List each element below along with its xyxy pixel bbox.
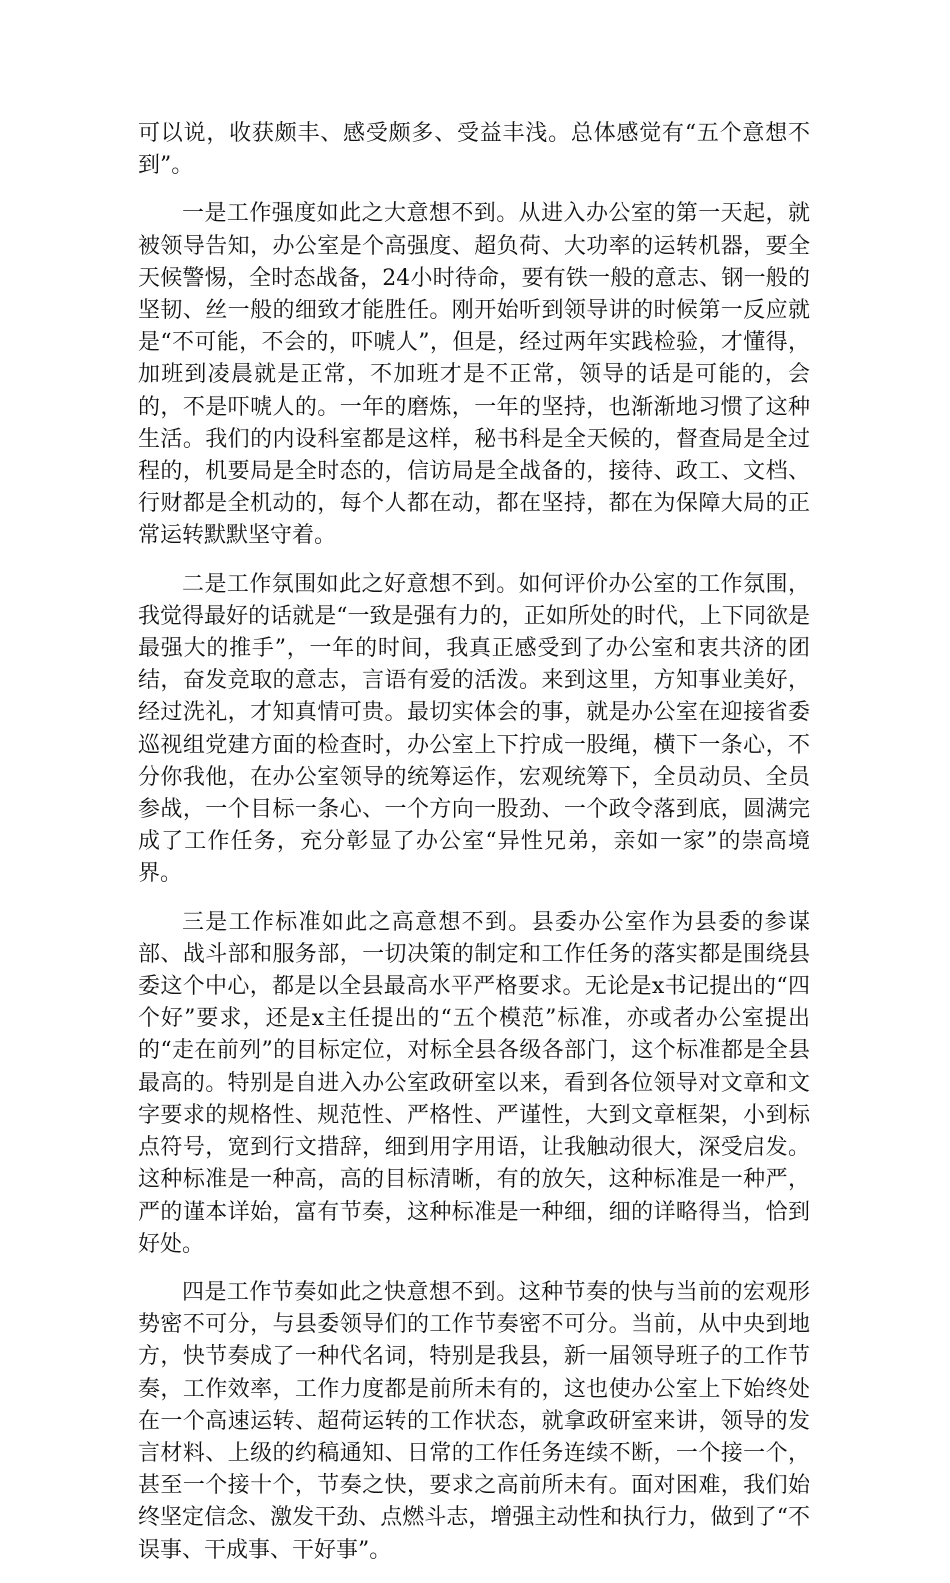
document-body — [138, 118, 810, 1583]
paragraph-work-intensity: 一是工作强度如此之大意想不到。从进入办公室的第一天起，就被领导告知，办公室是个高强度、超负荷、大功率的运转机器，要全天候警惕，全时态战备，24小时待命，要有铁一般的意志、钢一般的坚韧、丝一般的细致才能胜任。刚开始听到领导讲的时候第一反应就是“不可能，不会的，吓唬人”，但是，经过两年实践检验，才懂得，加班到凌晨就是正常，不加班才是不正常，领导的话是可能的，会的，不是吓唬人的。一年的磨炼，一年的坚持，也渐渐地习惯了这种生活。我们的内设科室都是这样，秘书科是全天候的，督查局是全过程的，机要局是全时态的，信访局是全战备的，接待、政工、文档、行财都是全机动的，每个人都在动，都在坚持，都在为保障大局的正常运转默默坚守着。 — [138, 201, 810, 549]
paragraph-work-pace: 四是工作节奏如此之快意想不到。这种节奏的快与当前的宏观形势密不可分，与县委领导们的工作节奏密不可分。当前，从中央到地方，快节奏成了一种代名词，特别是我县，新一届领导班子的工作节奏，工作效率，工作力度都是前所未有的，这也使办公室上下始终处在一个高速运转、超荷运转的工作状态，就拿政研室来讲，领导的发言材料、上级的约稿通知、日常的工作任务连续不断，一个接一个，甚至一个接十个，节奏之快，要求之高前所未有。面对困难，我们始终坚定信念、激发干劲、点燃斗志，增强主动性和执行力，做到了“不误事、干成事、干好事”。 — [138, 1279, 810, 1563]
paragraph-intro: 可以说，收获颇丰、感受颇多、受益丰浅。总体感觉有“五个意想不到”。 — [138, 121, 810, 179]
paragraph-work-standard: 三是工作标准如此之高意想不到。县委办公室作为县委的参谋部、战斗部和服务部，一切决策的制定和工作任务的落实都是围绕县委这个中心，都是以全县最高水平严格要求。无论是x书记提出的“四个好”要求，还是x主任提出的“五个模范”标准，亦或者办公室提出的“走在前列”的目标定位，对标全县各级各部门，这个标准都是全县最高的。特别是自进入办公室政研室以来，看到各位领导对文章和文字要求的规格性、规范性、严格性、严谨性，大到文章框架，小到标点符号，宽到行文措辞，细到用字用语，让我触动很大，深受启发。这种标准是一种高，高的目标清晰，有的放矢，这种标准是一种严，严的谨本详始，富有节奏，这种标准是一种细，细的详略得当，恰到好处。 — [138, 909, 810, 1257]
paragraph-work-atmosphere: 二是工作氛围如此之好意想不到。如何评价办公室的工作氛围，我觉得最好的话就是“一致是强有力的，正如所处的时代，上下同欲是最强大的推手”，一年的时间，我真正感受到了办公室和衷共济的团结，奋发竞取的意志，言语有爱的活泼。来到这里，方知事业美好，经过洗礼，才知真情可贵。最切实体会的事，就是办公室在迎接省委巡视组党建方面的检查时，办公室上下拧成一股绳，横下一条心，不分你我他，在办公室领导的统筹运作，宏观统筹下，全员动员、全员参战，一个目标一条心、一个方向一股劲、一个政令落到底，圆满完成了工作任务，充分彰显了办公室“异性兄弟，亲如一家”的崇高境界。 — [138, 571, 810, 887]
